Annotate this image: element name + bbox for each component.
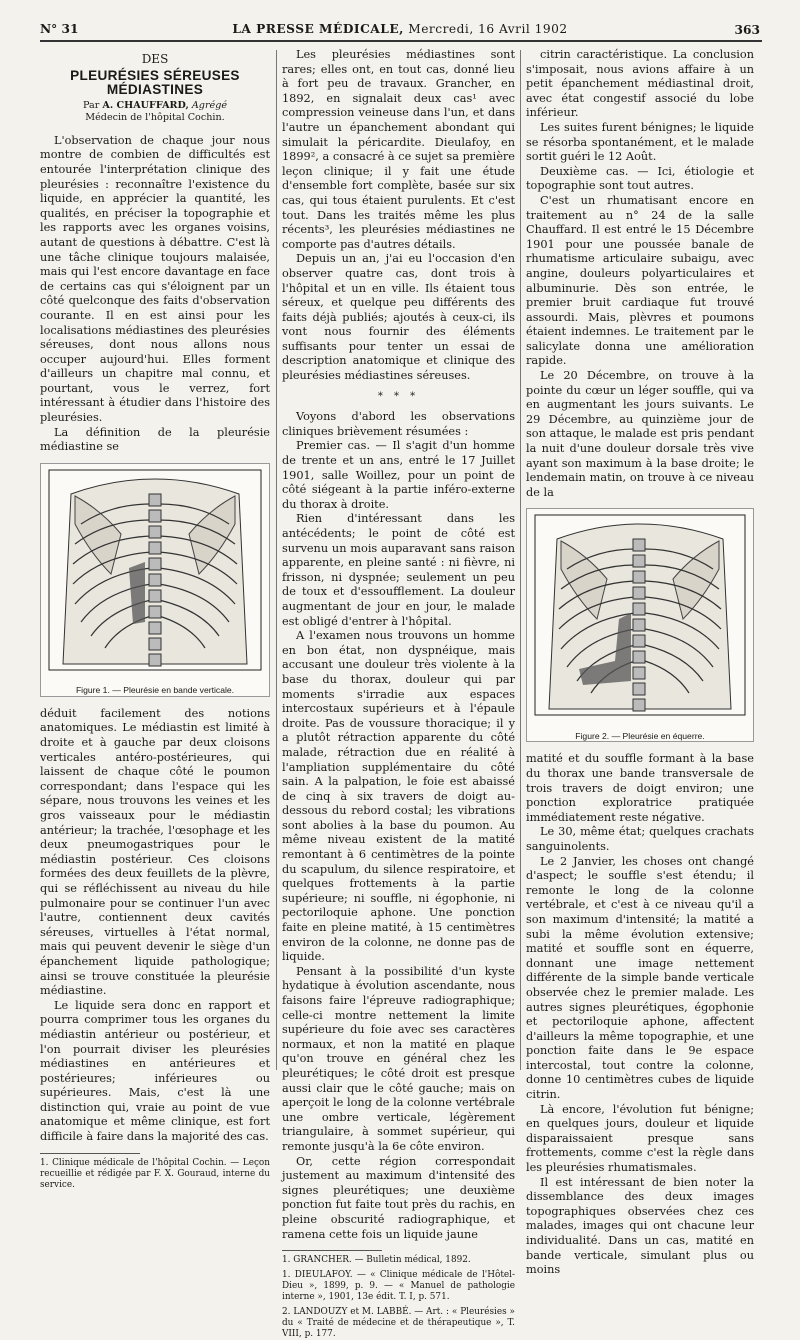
- thorax-illustration-2: [527, 509, 753, 721]
- issue-number: N° 31: [40, 22, 79, 36]
- column-2: [282, 48, 515, 1340]
- journal-title: [40, 22, 760, 36]
- footnote: 1. DIEULAFOY. — « Clinique médicale de l'Hôtel-Dieu », 1899, p. 9. — « Manuel de pathologie interne », 1901, 13e édit. T. I, p. 571.: [282, 1270, 515, 1303]
- paragraph: Premier cas. — Il s'agit d'un homme de trente et un ans, entré le 17 Juillet 1901, salle Woillez, pour un point de côté siégeant à la partie inféro-externe du thorax à droite.: [282, 439, 515, 511]
- paragraph: Le 2 Janvier, les choses ont changé d'aspect; le souffle s'est étendu; il remonte le long de la colonne vertébrale, et c'est à ce niveau qu'il a son maximum d'intensité; la matité a subi la même évolution extensive; matité et souffle sont en équerre, donnant une image nettement différente de la simple bande verticale observée chez le premier malade. Les autres signes pleurétiques, égophonie et pectoriloquie aphone, affectent d'ailleurs la même topographie, et une ponction faite dans le 9e espace intercostal, tout contre la colonne, donne 10 centimètres cubes de liquide citrin.: [526, 854, 754, 1102]
- figure-1-caption: Figure 1. — Pleurésie en bande verticale.: [75, 685, 235, 696]
- author-affiliation: Médecin de l'hôpital Cochin.: [85, 111, 225, 123]
- article-title: PLEURÉSIES SÉREUSES MÉDIASTINES: [70, 67, 240, 98]
- page-number: 363: [734, 23, 760, 37]
- paragraph: Là encore, l'évolution fut bénigne; en quelques jours, douleur et liquide disparaissaient presque sans frottements, comme c'est la règle dans les pleurésies rhumatismales.: [526, 1102, 754, 1175]
- paragraph: Les pleurésies médiastines sont rares; elles ont, en tout cas, donné lieu à fort peu de travaux. Grancher, en 1892, en signalait deux cas¹ avec compression veineuse dans l'un, et dans l'autre un épanchement abondant qui simulait la péricardite. Dieulafoy, en 1899², a consacré à ce sujet sa première leçon clinique; il y fait une étude d'ensemble fort complète, basée sur six cas, qui tous étaient purulents. Et c'est tout. Dans les traités même les plus récents³, les pleurésies médiastines ne comporte pas d'autres détails.: [282, 48, 515, 251]
- thorax-illustration-1: [41, 464, 269, 676]
- article-byline: [40, 100, 270, 112]
- paragraph: Or, cette région correspondait justement au maximum d'intensité des signes pleurétiques; une deuxième ponction fut faite tout près du rachis, en pleine obscurité radiographique, et ramena cette fois un liquide jaune: [282, 1154, 515, 1241]
- author-name: A. CHAUFFARD,: [102, 99, 189, 111]
- column-divider: [520, 50, 521, 1070]
- issue-date: Mercredi, 16 Avril 1902: [408, 22, 568, 36]
- paragraph: Le 20 Décembre, on trouve à la pointe du cœur un léger souffle, qui va en augmentant les jours suivants. Le 29 Décembre, au quinzième jour de son attaque, le malade est pris pendant la nuit d'une douleur dorsale très vive ayant son maximum à la base droite; le lendemain matin, on trouve à ce niveau de la: [526, 369, 754, 499]
- paragraph: Voyons d'abord les observations cliniques brièvement résumées :: [282, 410, 515, 438]
- header-rule: [40, 40, 762, 42]
- paragraph: matité et du souffle formant à la base du thorax une bande transversale de trois travers de doigt environ; une ponction exploratrice pratiquée immédiatement reste négative.: [526, 752, 754, 824]
- column-1: [40, 48, 270, 1191]
- column-divider: [276, 50, 277, 1070]
- page-header: [40, 20, 760, 42]
- footnote: 1. GRANCHER. — Bulletin médical, 1892.: [282, 1255, 471, 1266]
- paragraph: La définition de la pleurésie médiastine se: [40, 425, 270, 454]
- section-separator: * * *: [377, 390, 420, 402]
- footnote: 1. Clinique médicale de l'hôpital Cochin. — Leçon recueillie et rédigée par F. X. Gouraud, interne du service.: [40, 1157, 270, 1190]
- column-3: [526, 48, 754, 1278]
- paragraph: Le liquide sera donc en rapport et pourra comprimer tous les organes du médiastin antérieur ou postérieur, et l'on pourrait diviser les pleurésies médiastines en antérieures et postérieures; inférieures ou supérieures. Mais, c'est là une distinction qui, vraie au point de vue anatomique et même clinique, est fort difficile à faire dans la majorité des cas.: [40, 998, 270, 1144]
- author-prefix: Par: [82, 99, 100, 111]
- author-role: Agrégé: [191, 99, 228, 111]
- paragraph: L'observation de chaque jour nous montre de combien de difficultés est entourée l'interprétation clinique des pleurésies : reconnaître l'existence du liquide, en apprécier la quantité, les qualités, en préciser la topographie et les rapports avec les organes voisins, autant de questions à débattre. C'est là une tâche clinique toujours malaisée, mais qui l'est encore davantage en face de certains cas qui s'éloignent par un côté quelconque des faits d'observation courante. Il en est ainsi pour les localisations médiastines des pleurésies séreuses, dont nous allons nous occuper aujourd'hui. Elles forment d'ailleurs un chapitre mal connu, et pourtant, vous le verrez, fort intéressant à étudier dans l'histoire des pleurésies.: [40, 133, 270, 425]
- paragraph: Rien d'intéressant dans les antécédents; le point de côté est survenu un mois auparavant sans raison apparente, en pleine santé : ni fièvre, ni frisson, ni dyspnée; seulement un peu de toux et d'essoufflement. La douleur augmentant de jour en jour, le malade est obligé d'entrer à l'hôpital.: [282, 512, 515, 628]
- paragraph: déduit facilement des notions anatomiques. Le médiastin est limité à droite et à gauche par deux cloisons verticales antéro-postérieures, qui laissent de chaque côté le poumon correspondant; dans l'espace qui les sépare, nous trouvons les veines et les gros vaisseaux pour le médiastin antérieur; la trachée, l'œsophage et les deux pneumogastriques pour le médiastin postérieur. Ces cloisons formées des deux feuillets de la plèvre, qui se réfléchissent au niveau du hile pulmonaire pour se continuer l'un avec l'autre, contiennent deux cavités séreuses, virtuelles à l'état normal, mais qui peuvent devenir le siège d'un épanchement liquide pathologique; ainsi se trouve constituée la pleurésie médiastine.: [40, 706, 270, 998]
- paragraph: Les suites furent bénignes; le liquide se résorba spontanément, et le malade sortit guéri le 12 Août.: [526, 120, 754, 164]
- paragraph: citrin caractéristique. La conclusion s'imposait, nous avions affaire à un petit épanchement médiastinal droit, avec état congestif associé du lobe inférieur.: [526, 48, 754, 120]
- figure-2: [526, 508, 754, 742]
- paragraph: Le 30, même état; quelques crachats sanguinolents.: [526, 825, 754, 853]
- footnote-rule: [40, 1153, 140, 1154]
- paragraph: Pensant à la possibilité d'un kyste hydatique à évolution ascendante, nous faisons faire l'épreuve radiographique; celle-ci montre nettement la limite supérieure du foie avec ses caractères normaux, et non la matité en plaque qu'on trouve en général chez les pleurétiques; le côté droit est presque aussi clair que le côté gauche; mais on aperçoit le long de la colonne vertébrale une ombre verticale, légèrement triangulaire, à sommet supérieur, qui remonte jusqu'à la 6e côte environ.: [282, 964, 515, 1153]
- paragraph: C'est un rhumatisant encore en traitement au n° 24 de la salle Chauffard. Il est entré le 15 Décembre 1901 pour une poussée banale de rhumatisme articulaire subaigu, avec angine, douleurs polyarticulaires et albuminurie. Dès son entrée, le premier bruit cardiaque fut trouvé assourdi. Mais, plèvres et poumons étaient indemnes. Le traitement par le salicylate donna une amélioration rapide.: [526, 193, 754, 368]
- footnote: 2. LANDOUZY et M. LABBÉ. — Art. : « Pleurésies » du « Traité de médecine et de thérapeutique », T. VIII, p. 177.: [282, 1307, 515, 1340]
- figure-2-caption: Figure 2. — Pleurésie en équerre.: [575, 731, 705, 741]
- figure-1: [40, 463, 270, 697]
- article-kicker: DES: [141, 52, 169, 66]
- paragraph: A l'examen nous trouvons un homme en bon état, non dyspnéique, mais accusant une douleur très violente à la base du thorax, douleur qui par moments s'irradie aux espaces intercostaux supérieurs et à l'épaule droite. Pas de voussure thoracique; il y a plutôt rétraction apparente du côté malade, rétraction due en réalité à l'ampliation supplémentaire du côté sain. A la palpation, le foie est abaissé de cinq à six travers de doigt au-dessous du rebord costal; les vibrations sont abolies à la base du poumon. Au même niveau existent de la matité remontant à 6 centimètres de la pointe du scapulum, du silence respiratoire, et quelques frottements à la partie supérieure; ni souffle, ni égophonie, ni pectoriloquie aphone. Une ponction faite en pleine matité, à 15 centimètres environ de la colonne, ne donne pas de liquide.: [282, 629, 515, 964]
- journal-name: LA PRESSE MÉDICALE,: [232, 22, 404, 36]
- paragraph: Deuxième cas. — Ici, étiologie et topographie sont tout autres.: [526, 164, 754, 193]
- paragraph: Il est intéressant de bien noter la dissemblance des deux images topographiques observées chez ces malades, images qui ont chacune leur individualité. Dans un cas, matité en bande verticale, simulant plus ou moins: [526, 1175, 754, 1277]
- footnote-rule: [282, 1250, 382, 1251]
- paragraph: Depuis un an, j'ai eu l'occasion d'en observer quatre cas, dont trois à l'hôpital et un en ville. Ils étaient tous séreux, et quelque peu différents des faits déjà publiés; ajoutés à ceux-ci, ils vont nous fournir des éléments suffisants pour tenter un essai de description anatomique et clinique des pleurésies médiastines séreuses.: [282, 252, 515, 383]
